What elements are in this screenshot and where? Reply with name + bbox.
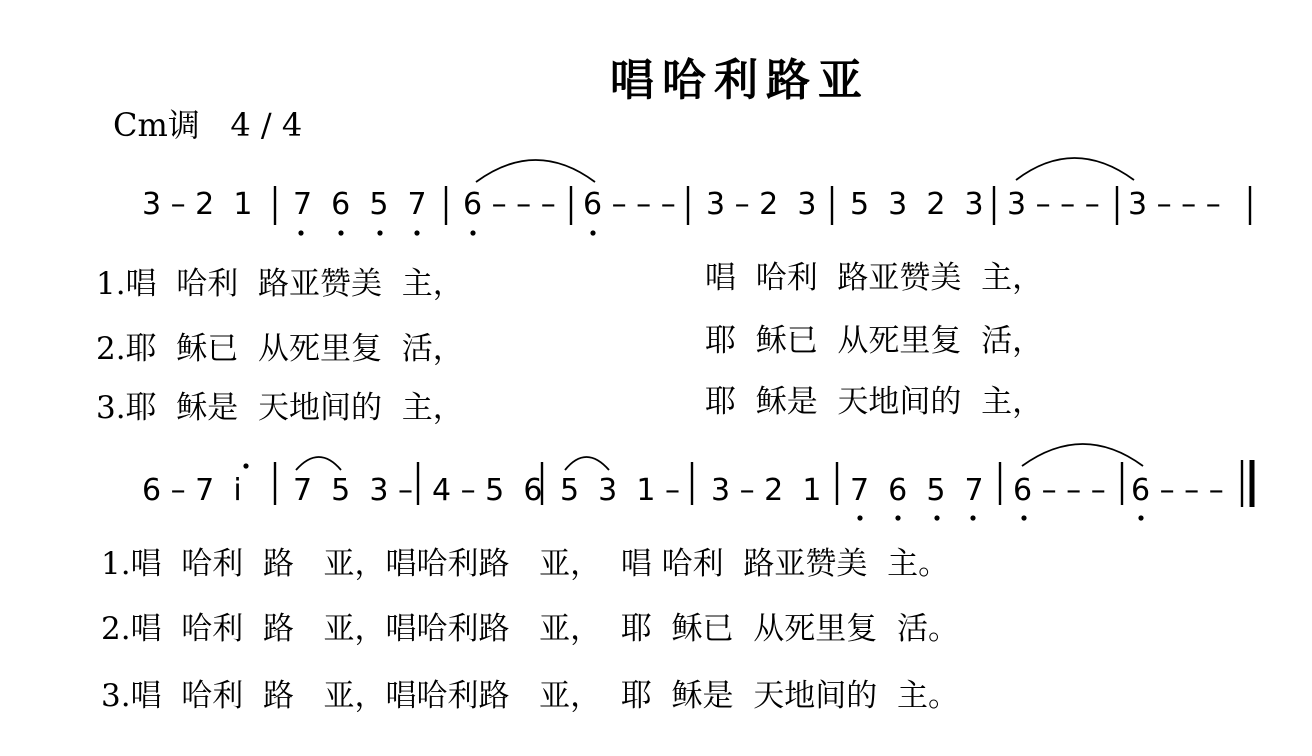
- system1-measure-1: 3 – 2 1: [142, 187, 253, 222]
- verse-number: 1.: [96, 266, 126, 302]
- lyric-text: 耶 稣已 从死里复 活，: [125, 331, 464, 367]
- verse-number: 2.: [96, 331, 126, 367]
- slur: [565, 457, 609, 470]
- octave-dot: [377, 230, 382, 235]
- verse-number: 3.: [96, 390, 126, 426]
- octave-dot: [298, 230, 303, 235]
- tie-slur: [476, 160, 595, 182]
- lyric-text: 唱 哈利 路 亚，唱哈利路 亚， 唱 哈利 路亚赞美 主。: [130, 546, 950, 582]
- verse-number: 1.: [101, 546, 131, 582]
- octave-dot: [857, 515, 862, 520]
- system2-measure-1: 6 – 7 i: [142, 473, 242, 508]
- system1-measure-2: 7 6 5 7: [293, 187, 427, 222]
- octave-dot: [895, 515, 900, 520]
- lyric-text: 唱 哈利 路亚赞美 主，: [125, 266, 464, 302]
- system1-measure-3: 6 – – –: [463, 187, 556, 222]
- system2-measure-4: 5 3 1 –: [560, 473, 680, 508]
- lyric-text: 唱 哈利 路 亚，唱哈利路 亚， 耶 稣是 天地间的 主。: [130, 678, 959, 714]
- system1-measure-7: 3 – – –: [1007, 187, 1100, 222]
- octave-dot: [590, 230, 595, 235]
- slur: [296, 457, 341, 470]
- song-title: 唱哈利路亚: [610, 55, 870, 106]
- octave-dot: [1021, 515, 1026, 520]
- tie-slur: [1016, 158, 1134, 180]
- octave-dot: [470, 230, 475, 235]
- time-signature: 4 / 4: [230, 106, 303, 144]
- lyric-line: 唱 哈利 路亚赞美 主，: [705, 260, 1044, 296]
- key-signature: Cm调: [113, 106, 200, 144]
- system2-measure-8: 6 – – –: [1131, 473, 1224, 508]
- system1-measure-6: 5 3 2 3: [850, 187, 984, 222]
- lyric-line: 耶 稣是 天地间的 主，: [705, 384, 1044, 420]
- octave-dot: [934, 515, 939, 520]
- octave-dot: [970, 515, 975, 520]
- system1-measure-4: 6 – – –: [583, 187, 676, 222]
- octave-dot: [414, 230, 419, 235]
- lyric-line: 耶 稣已 从死里复 活，: [705, 323, 1044, 359]
- system2-measure-6: 7 6 5 7: [850, 473, 984, 508]
- octave-dot: [1138, 515, 1143, 520]
- lyric-text: 耶 稣是 天地间的 主，: [125, 390, 464, 426]
- verse-number: 2.: [101, 611, 131, 647]
- tie-slur: [1022, 444, 1143, 466]
- octave-dot: [243, 463, 248, 468]
- lyric-text: 唱 哈利 路 亚，唱哈利路 亚， 耶 稣已 从死里复 活。: [130, 611, 959, 647]
- system2-measure-7: 6 – – –: [1013, 473, 1106, 508]
- system1-measure-8: 3 – – –: [1128, 187, 1221, 222]
- system1-measure-5: 3 – 2 3: [706, 187, 817, 222]
- system2-measure-2: 7 5 3 –: [293, 473, 413, 508]
- system2-measure-3: 4 – 5 6: [432, 473, 543, 508]
- verse-number: 3.: [101, 678, 131, 714]
- octave-dot: [338, 230, 343, 235]
- system2-measure-5: 3 – 2 1: [711, 473, 822, 508]
